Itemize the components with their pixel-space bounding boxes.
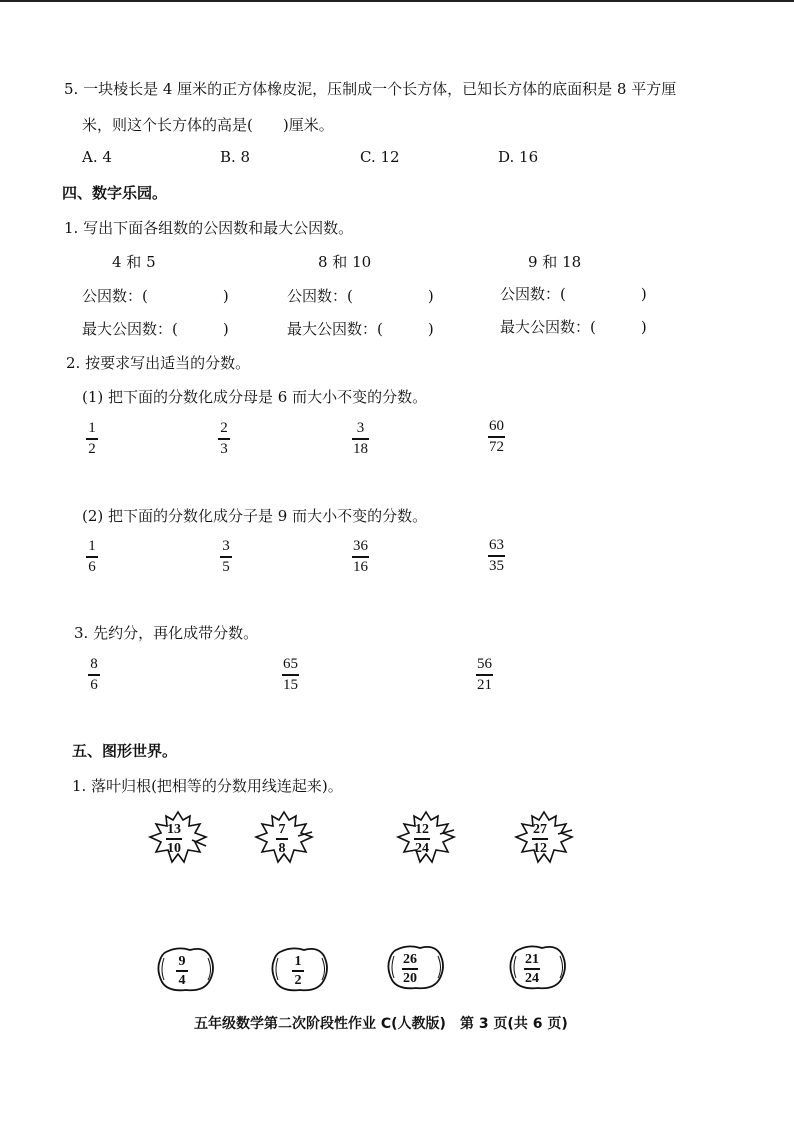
numerator: 8 — [90, 656, 98, 672]
group2-gcd-blank[interactable]: 最大公因数：( ) — [287, 320, 434, 338]
q5-line1: 5. 一块棱长是 4 厘米的正方体橡皮泥，压制成一个长方体，已知长方体的底面积是 8 平方厘 — [64, 80, 677, 98]
denominator: 4 — [178, 972, 186, 988]
fraction-bar — [86, 556, 98, 558]
numerator: 1 — [88, 420, 96, 436]
numerator: 13 — [167, 822, 181, 837]
denominator: 6 — [88, 558, 96, 575]
fraction-bar — [414, 838, 430, 840]
numerator: 21 — [525, 952, 539, 967]
fraction-bar — [166, 838, 182, 840]
denominator: 2 — [294, 972, 302, 988]
s4-q2-part1-title: (1) 把下面的分数化成分母是 6 而大小不变的分数。 — [82, 388, 428, 406]
denominator: 24 — [415, 840, 429, 856]
fraction-bar — [276, 838, 288, 840]
numerator: 63 — [489, 537, 504, 553]
root-card[interactable] — [156, 944, 216, 994]
denominator: 15 — [283, 676, 298, 693]
denominator: 5 — [222, 558, 230, 575]
fraction — [292, 954, 304, 988]
numerator: 65 — [283, 656, 298, 672]
fraction-bar — [88, 674, 100, 676]
q5-option-b: B. 8 — [220, 148, 251, 166]
denominator: 8 — [278, 840, 286, 856]
denominator: 21 — [477, 676, 492, 693]
q5-option-d: D. 16 — [498, 148, 539, 166]
s4-q2-part2-title: (2) 把下面的分数化成分子是 9 而大小不变的分数。 — [82, 507, 428, 525]
fraction-bar — [532, 838, 548, 840]
fraction — [282, 656, 299, 694]
leaf-card[interactable] — [514, 810, 574, 866]
s4-q3-title: 3. 先约分，再化成带分数。 — [74, 624, 259, 642]
page-footer: 五年级数学第二次阶段性作业 C(人教版) 第 3 页(共 6 页) — [194, 1016, 568, 1032]
fraction — [532, 822, 548, 856]
group1-label: 4 和 5 — [112, 253, 156, 271]
numerator: 60 — [489, 418, 504, 434]
denominator: 24 — [525, 970, 539, 986]
leaf-card[interactable] — [148, 810, 208, 866]
denominator: 35 — [489, 557, 504, 574]
q5-option-c: C. 12 — [360, 148, 400, 166]
denominator: 3 — [220, 440, 228, 457]
fraction — [488, 418, 505, 456]
group3-common-blank[interactable]: 公因数：( ) — [500, 285, 647, 303]
numerator: 27 — [533, 822, 547, 837]
fraction-bar — [402, 968, 418, 970]
leaf-card[interactable] — [254, 810, 314, 866]
numerator: 3 — [356, 420, 365, 436]
fraction-bar — [220, 556, 232, 558]
group2-common-blank[interactable]: 公因数：( ) — [287, 287, 434, 305]
root-card[interactable] — [508, 942, 568, 992]
denominator: 12 — [533, 840, 547, 856]
group1-gcd-blank[interactable]: 最大公因数：( ) — [82, 320, 229, 338]
fraction-bar — [524, 968, 540, 970]
group1-common-blank[interactable]: 公因数：( ) — [82, 287, 229, 305]
denominator: 16 — [353, 558, 368, 575]
root-card[interactable] — [386, 942, 446, 992]
fraction-bar — [176, 970, 188, 972]
section4-title: 四、数字乐园。 — [62, 184, 168, 202]
numerator: 12 — [415, 822, 429, 837]
fraction-bar — [476, 674, 493, 676]
fraction — [86, 420, 98, 458]
fraction-bar — [86, 438, 98, 440]
fraction-bar — [488, 555, 505, 557]
numerator: 7 — [278, 822, 286, 837]
fraction — [352, 538, 369, 576]
numerator: 9 — [178, 954, 186, 969]
denominator: 18 — [353, 440, 368, 457]
fraction — [402, 952, 418, 986]
numerator: 1 — [294, 954, 302, 969]
numerator: 1 — [88, 538, 96, 554]
fraction — [414, 822, 430, 856]
root-card[interactable] — [270, 944, 330, 994]
group2-label: 8 和 10 — [318, 253, 372, 271]
group3-label: 9 和 18 — [528, 253, 582, 271]
fraction-bar — [292, 970, 304, 972]
fraction — [276, 822, 288, 856]
fraction — [176, 954, 188, 988]
s4-q2-title: 2. 按要求写出适当的分数。 — [66, 354, 251, 372]
section5-title: 五、图形世界。 — [72, 742, 178, 760]
denominator: 10 — [167, 840, 181, 856]
fraction-bar — [352, 438, 369, 440]
denominator: 6 — [90, 676, 98, 693]
fraction — [166, 822, 182, 856]
s4-q1-title: 1. 写出下面各组数的公因数和最大公因数。 — [64, 219, 354, 237]
denominator: 72 — [489, 438, 504, 455]
q5-line2: 米，则这个长方体的高是( )厘米。 — [82, 116, 334, 134]
fraction — [524, 952, 540, 986]
top-border — [0, 0, 794, 2]
fraction — [488, 537, 505, 575]
fraction-bar — [282, 674, 299, 676]
q5-option-a: A. 4 — [82, 148, 112, 166]
fraction-bar — [218, 438, 230, 440]
fraction-bar — [352, 556, 369, 558]
denominator: 20 — [403, 970, 417, 986]
denominator: 2 — [88, 440, 96, 457]
numerator: 3 — [222, 538, 230, 554]
numerator: 2 — [220, 420, 228, 436]
fraction — [352, 420, 369, 458]
s5-q1-title: 1. 落叶归根(把相等的分数用线连起来)。 — [72, 777, 343, 795]
fraction — [88, 656, 100, 694]
group3-gcd-blank[interactable]: 最大公因数：( ) — [500, 318, 647, 336]
fraction — [218, 420, 230, 458]
leaf-card[interactable] — [396, 810, 456, 866]
numerator: 36 — [353, 538, 368, 554]
fraction-bar — [488, 436, 505, 438]
fraction — [476, 656, 493, 694]
numerator: 26 — [403, 952, 417, 967]
fraction — [86, 538, 98, 576]
numerator: 56 — [477, 656, 492, 672]
fraction — [220, 538, 232, 576]
